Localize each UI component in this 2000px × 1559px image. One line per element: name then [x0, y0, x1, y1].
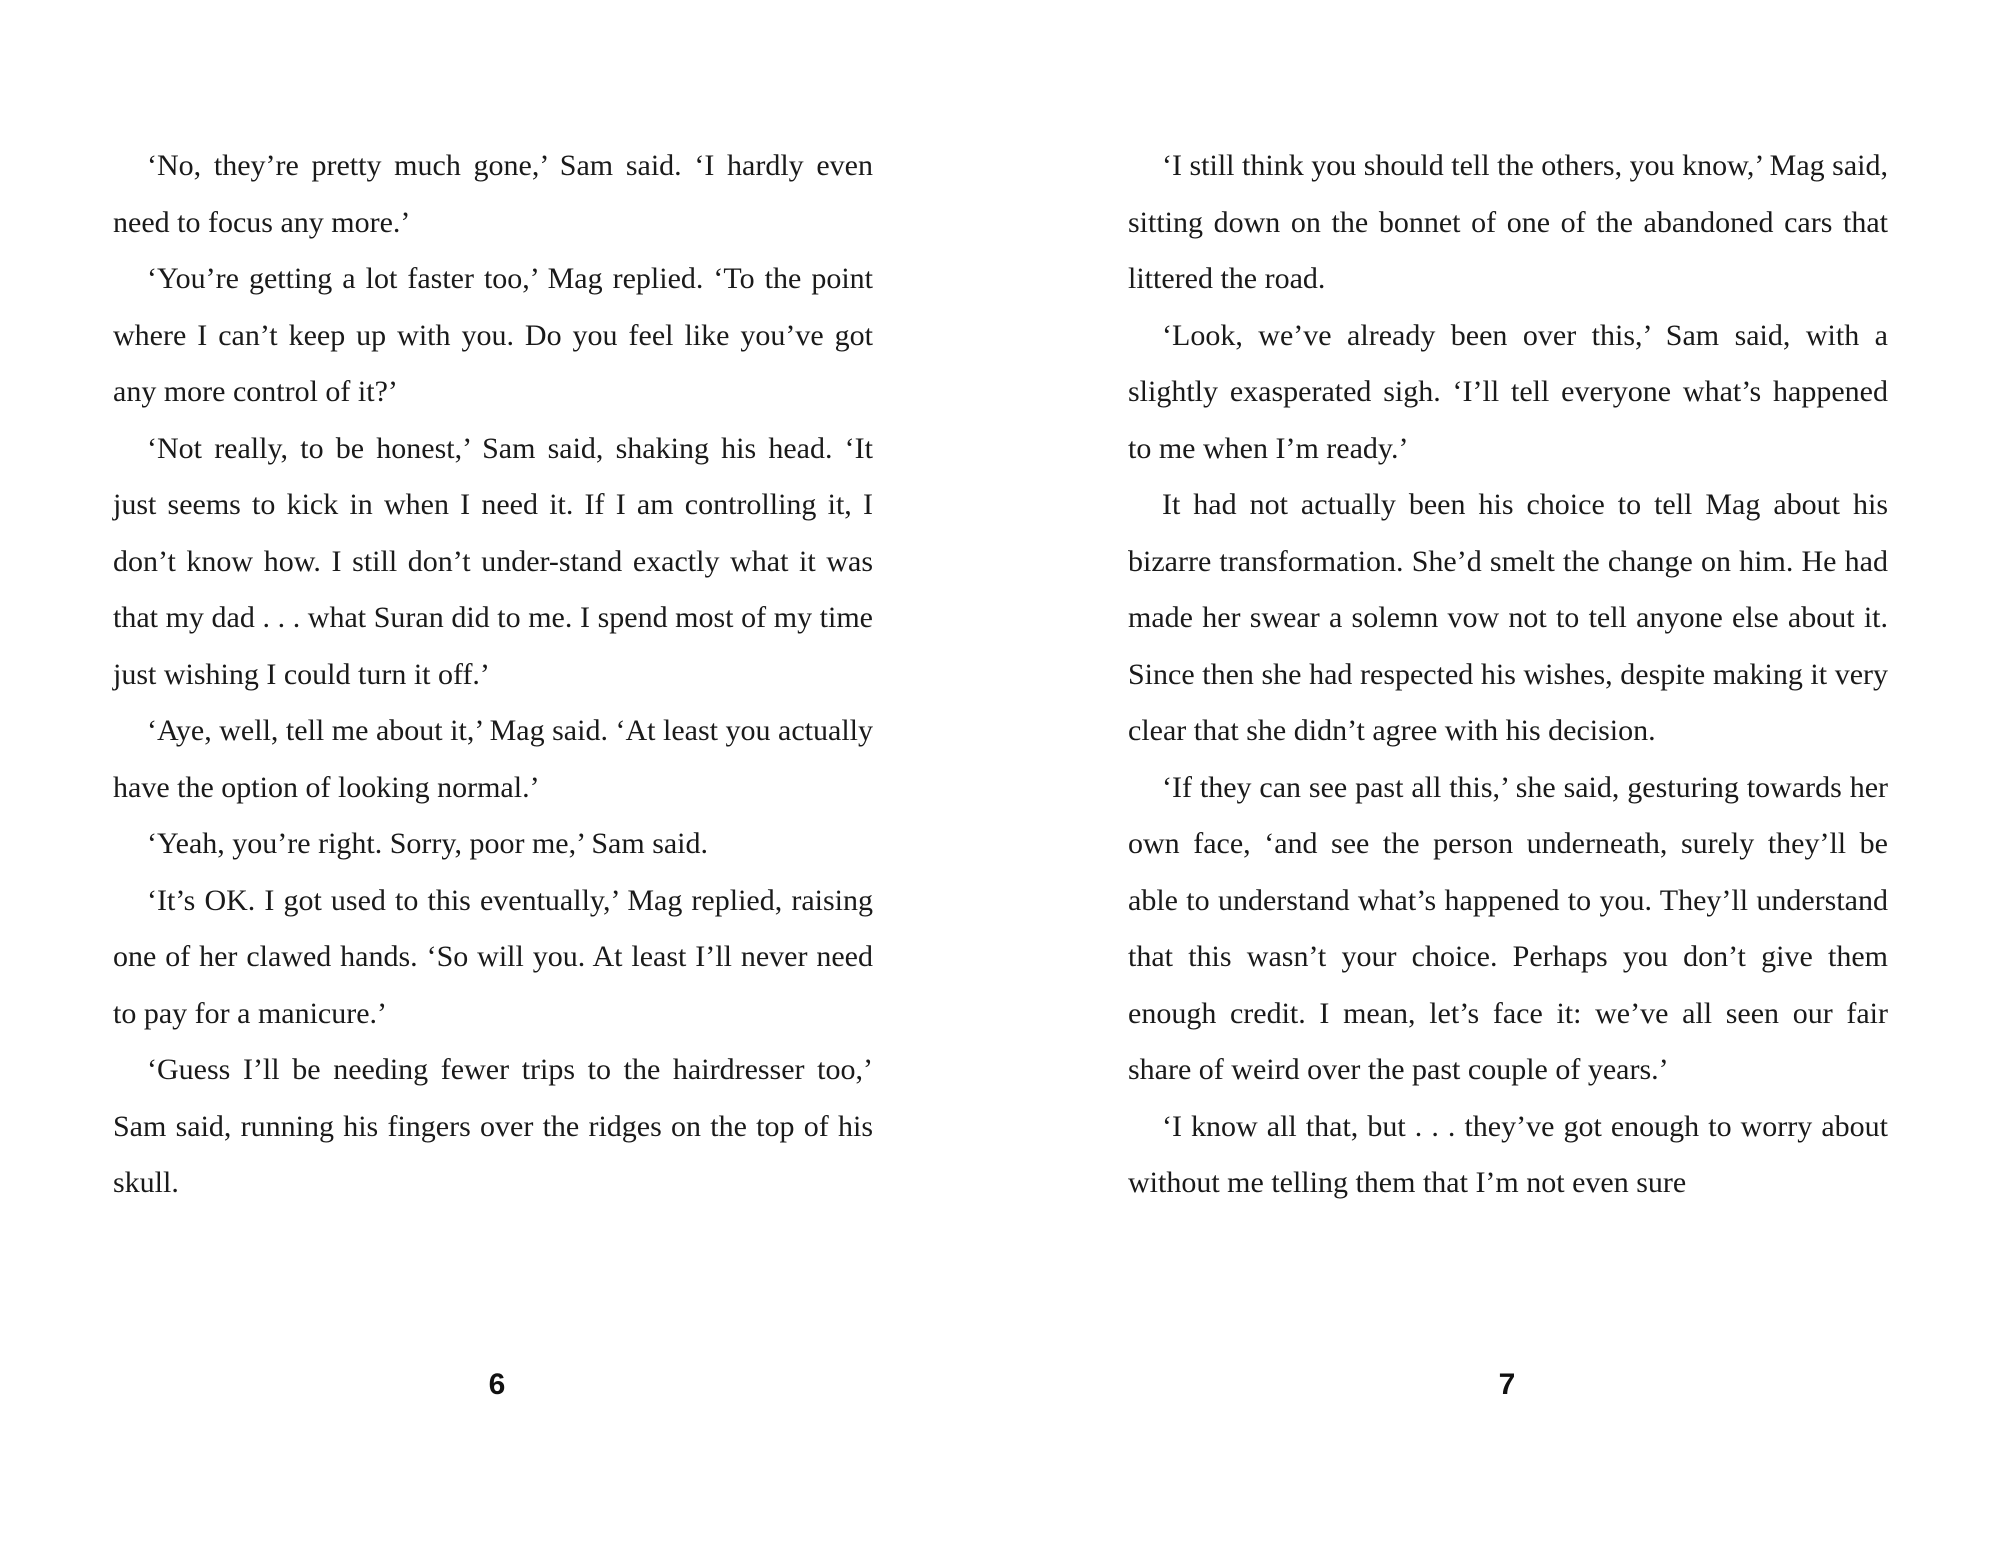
paragraph: It had not actually been his choice to tell Mag about his bizarre transformation. She’d smelt the change on him. He had made her swear a solemn vow not to tell anyone else about it. Since then she had respected his wishes, despite making it very clear that she didn’t agree with his decision. [1128, 488, 1888, 747]
paragraph: ‘Guess I’ll be needing fewer trips to the hairdresser too,’ Sam said, running his fingers over the ridges on the top of his skull. [113, 1053, 873, 1199]
left-page [113, 138, 873, 1212]
page-number-left: 6 [488, 1368, 506, 1401]
paragraph: ‘Look, we’ve already been over this,’ Sam said, with a slightly exasperated sigh. ‘I’ll tell everyone what’s happened to me when I’m ready.’ [1128, 318, 1888, 465]
paragraph: ‘It’s OK. I got used to this eventually,’ Mag replied, raising one of her clawed hands. ‘So will you. At least I’ll never need to pay for a manicure.’ [113, 883, 873, 1030]
paragraph: ‘No, they’re pretty much gone,’ Sam said. ‘I hardly even need to focus any more.’ [113, 149, 873, 239]
paragraph: ‘I know all that, but . . . they’ve got enough to worry about without me telling them that I’m not even sure [1128, 1109, 1888, 1199]
paragraph: ‘Not really, to be honest,’ Sam said, shaking his head. ‘It just seems to kick in when I need it. If I am controlling it, I don’t know how. I still don’t under-stand exactly what it was that my dad . . . what Suran did to me. I spend most of my time just wishing I could turn it off.’ [113, 431, 873, 691]
left-page-text [113, 138, 873, 1212]
paragraph: ‘You’re getting a lot faster too,’ Mag replied. ‘To the point where I can’t keep up with you. Do you feel like you’ve got any more control of it?’ [113, 262, 873, 408]
right-page [1128, 138, 1888, 1212]
paragraph: ‘Yeah, you’re right. Sorry, poor me,’ Sam said. [147, 827, 709, 860]
page-number-right: 7 [1498, 1368, 1516, 1401]
paragraph: ‘If they can see past all this,’ she said, gesturing towards her own face, ‘and see the person underneath, surely they’ll be able to understand what’s happened to you. They’ll understand that this wasn’t your choice. Perhaps you don’t give them enough credit. I mean, let’s face it: we’ve all seen our fair share of weird over the past couple of years.’ [1128, 770, 1888, 1086]
paragraph: ‘I still think you should tell the others, you know,’ Mag said, sitting down on the bonnet of one of the abandoned cars that littered the road. [1128, 149, 1888, 295]
paragraph: ‘Aye, well, tell me about it,’ Mag said. ‘At least you actually have the option of looking normal.’ [113, 714, 873, 804]
right-page-text [1128, 138, 1888, 1212]
